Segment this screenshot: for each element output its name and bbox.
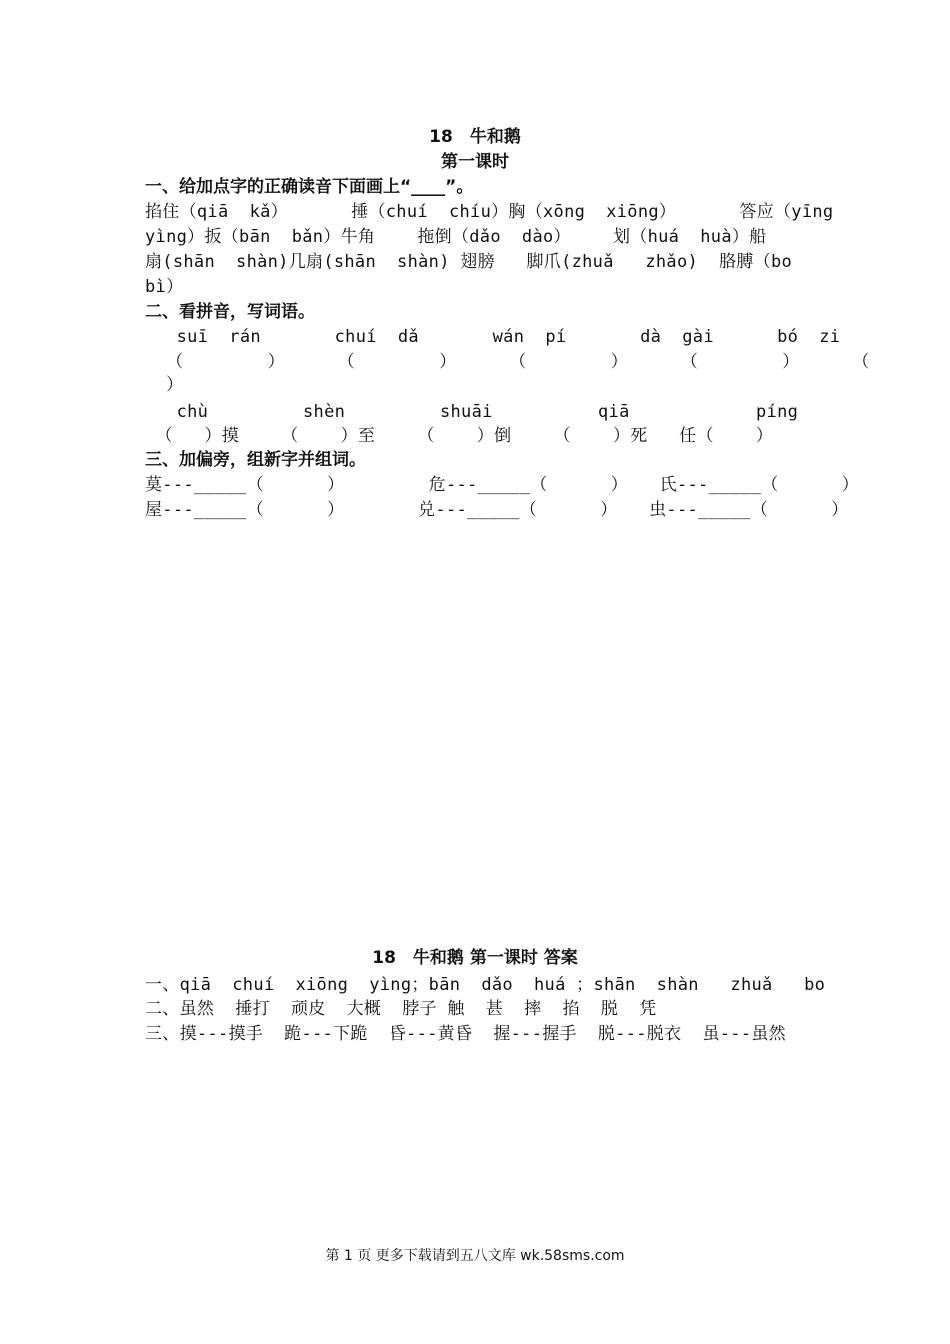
page-footer: 第 1 页 更多下载请到五八文库 wk.58sms.com [325, 1248, 625, 1264]
blank-row-1-close: ） [145, 375, 184, 395]
blank-row-2: （ ）摸 （ ）至 （ ）倒 （ ）死 任（ ） [145, 426, 774, 446]
pinyin-row-1: suī rán chuí dǎ wán pí dà gài bó zi [145, 327, 841, 347]
radical-row-2: 屋---_____（ ） 兑---_____（ ） 虫---_____（ ） [145, 500, 849, 520]
section2-heading: 二、看拼音，写词语。 [145, 302, 315, 322]
blank-row-1: （ ） （ ） （ ） （ ） （ [145, 352, 870, 372]
page-title: 18 牛和鹅 [429, 127, 521, 147]
section1-line-4: bì） [145, 277, 184, 297]
pinyin-row-2: chù shèn shuāi qiā píng [145, 402, 799, 422]
section1-line-2: yìng）扳（bān bǎn）牛角 拖倒（dǎo dào） 划（huá huà）船 [145, 227, 767, 247]
answers-line-2: 二、虽然 捶打 顽皮 大概 脖子 触 甚 摔 掐 脱 凭 [145, 999, 657, 1019]
answers-title: 18 牛和鹅 第一课时 答案 [372, 948, 578, 968]
page-subtitle: 第一课时 [441, 152, 509, 172]
radical-row-1: 莫---_____（ ） 危---_____（ ） 氏---_____（ ） [145, 475, 860, 495]
answers-line-1: 一、qiā chuí xiōng yìng；bān dǎo huá ；shān shàn zhuǎ bo [145, 975, 826, 995]
section1-heading: 一、给加点字的正确读音下面画上“____”。 [145, 177, 474, 197]
section3-heading: 三、加偏旁，组新字并组词。 [145, 450, 366, 470]
section1-line-1: 掐住（qiā kǎ） 捶（chuí chíu）胸（xōng xiōng） 答应（yīng [145, 202, 834, 222]
section1-line-3: 扇(shān shàn)几扇(shān shàn) 翅膀 脚爪(zhuǎ zhǎo) 胳膊（bo [145, 252, 793, 272]
answers-line-3: 三、摸---摸手 跪---下跪 昏---黄昏 握---握手 脱---脱衣 虽---虽然 [145, 1024, 786, 1044]
